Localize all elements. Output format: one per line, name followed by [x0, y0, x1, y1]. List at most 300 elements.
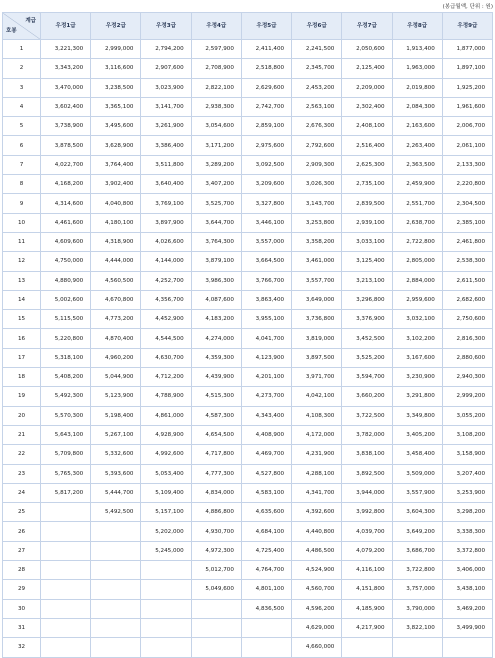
- table-row: [3, 213, 493, 232]
- salary-cell: 4,439,900: [191, 368, 241, 387]
- salary-cell: 3,499,900: [442, 618, 492, 637]
- salary-cell: 2,629,600: [241, 78, 291, 97]
- corner-rank-label: 계급: [25, 18, 36, 24]
- salary-cell: 3,495,600: [91, 117, 141, 136]
- salary-cell: 3,511,800: [141, 155, 191, 174]
- salary-cell: [41, 580, 91, 599]
- salary-cell: 4,801,100: [241, 580, 291, 599]
- salary-cell: 3,221,300: [41, 40, 91, 59]
- salary-cell: 4,788,900: [141, 387, 191, 406]
- salary-cell: 2,084,300: [392, 97, 442, 116]
- salary-cell: 4,629,000: [292, 618, 342, 637]
- salary-cell: 4,341,700: [292, 483, 342, 502]
- salary-cell: 4,544,500: [141, 329, 191, 348]
- salary-cell: 4,750,000: [41, 252, 91, 271]
- salary-cell: 5,053,400: [141, 464, 191, 483]
- table-row: [3, 541, 493, 560]
- salary-cell: 2,516,400: [342, 136, 392, 155]
- salary-cell: 4,587,300: [191, 406, 241, 425]
- step-cell: 17: [3, 348, 41, 367]
- step-cell: 3: [3, 78, 41, 97]
- salary-cell: 2,708,900: [191, 59, 241, 78]
- salary-cell: 3,158,900: [442, 445, 492, 464]
- salary-cell: 3,092,500: [241, 155, 291, 174]
- salary-cell: 4,356,700: [141, 290, 191, 309]
- salary-cell: 3,897,900: [141, 213, 191, 232]
- salary-cell: [91, 561, 141, 580]
- salary-cell: 4,880,900: [41, 271, 91, 290]
- salary-cell: 5,393,600: [91, 464, 141, 483]
- table-row: [3, 445, 493, 464]
- salary-cell: 3,863,400: [241, 290, 291, 309]
- salary-cell: [191, 618, 241, 637]
- table-row: [3, 78, 493, 97]
- salary-cell: 4,583,100: [241, 483, 291, 502]
- table-row: [3, 290, 493, 309]
- salary-cell: 2,792,600: [292, 136, 342, 155]
- salary-cell: 3,230,900: [392, 368, 442, 387]
- salary-cell: 3,376,900: [342, 310, 392, 329]
- salary-cell: 3,986,300: [191, 271, 241, 290]
- salary-cell: 4,408,900: [241, 425, 291, 444]
- salary-cell: 3,628,900: [91, 136, 141, 155]
- salary-cell: 2,816,300: [442, 329, 492, 348]
- salary-cell: 5,570,300: [41, 406, 91, 425]
- salary-cell: [41, 618, 91, 637]
- table-row: [3, 425, 493, 444]
- salary-cell: 5,044,900: [91, 368, 141, 387]
- salary-cell: 3,438,100: [442, 580, 492, 599]
- step-cell: 24: [3, 483, 41, 502]
- salary-cell: 4,461,600: [41, 213, 91, 232]
- salary-cell: 2,125,400: [342, 59, 392, 78]
- salary-cell: 3,722,500: [342, 406, 392, 425]
- table-row: [3, 232, 493, 251]
- salary-cell: 4,861,000: [141, 406, 191, 425]
- salary-cell: [191, 599, 241, 618]
- salary-cell: 2,859,100: [241, 117, 291, 136]
- salary-cell: 4,273,700: [241, 387, 291, 406]
- salary-cell: 1,897,100: [442, 59, 492, 78]
- salary-cell: 2,742,700: [241, 97, 291, 116]
- table-row: [3, 175, 493, 194]
- unit-caption: (봉급월액, 단위 : 원): [442, 4, 493, 10]
- salary-cell: 3,167,600: [392, 348, 442, 367]
- salary-cell: 3,557,700: [292, 271, 342, 290]
- salary-cell: 4,392,600: [292, 503, 342, 522]
- salary-cell: 3,461,000: [292, 252, 342, 271]
- salary-cell: [141, 580, 191, 599]
- salary-cell: 2,676,300: [292, 117, 342, 136]
- salary-cell: 2,019,800: [392, 78, 442, 97]
- salary-cell: 4,314,600: [41, 194, 91, 213]
- salary-table: [2, 12, 493, 658]
- salary-cell: 5,332,600: [91, 445, 141, 464]
- salary-cell: 4,183,200: [191, 310, 241, 329]
- salary-cell: 3,604,300: [392, 503, 442, 522]
- salary-cell: [41, 561, 91, 580]
- salary-cell: 4,725,400: [241, 541, 291, 560]
- salary-cell: 3,343,200: [41, 59, 91, 78]
- salary-cell: 3,032,100: [392, 310, 442, 329]
- salary-cell: 3,171,200: [191, 136, 241, 155]
- salary-cell: 3,102,200: [392, 329, 442, 348]
- table-row: [3, 618, 493, 637]
- salary-cell: 2,638,700: [392, 213, 442, 232]
- column-header: 우정5급: [241, 13, 291, 40]
- salary-cell: 3,452,500: [342, 329, 392, 348]
- salary-cell: [141, 599, 191, 618]
- table-row: [3, 271, 493, 290]
- salary-cell: 3,209,600: [241, 175, 291, 194]
- salary-cell: [91, 541, 141, 560]
- salary-cell: 4,440,800: [292, 522, 342, 541]
- salary-cell: 3,458,400: [392, 445, 442, 464]
- salary-cell: 2,459,900: [392, 175, 442, 194]
- table-row: [3, 599, 493, 618]
- salary-cell: 5,012,700: [191, 561, 241, 580]
- salary-cell: 4,609,600: [41, 232, 91, 251]
- salary-cell: 3,207,400: [442, 464, 492, 483]
- salary-cell: 4,217,900: [342, 618, 392, 637]
- salary-cell: [41, 541, 91, 560]
- step-cell: 28: [3, 561, 41, 580]
- salary-cell: [41, 503, 91, 522]
- step-cell: 9: [3, 194, 41, 213]
- salary-cell: 5,002,600: [41, 290, 91, 309]
- salary-cell: 3,766,700: [241, 271, 291, 290]
- step-cell: 32: [3, 638, 41, 657]
- salary-cell: 3,782,000: [342, 425, 392, 444]
- salary-cell: 4,231,900: [292, 445, 342, 464]
- salary-cell: 4,151,800: [342, 580, 392, 599]
- table-row: [3, 329, 493, 348]
- salary-cell: 5,245,000: [141, 541, 191, 560]
- table-row: [3, 194, 493, 213]
- salary-cell: 5,492,300: [41, 387, 91, 406]
- salary-cell: 4,654,500: [191, 425, 241, 444]
- salary-cell: 2,839,500: [342, 194, 392, 213]
- salary-cell: 3,349,800: [392, 406, 442, 425]
- salary-cell: 2,611,500: [442, 271, 492, 290]
- salary-cell: 2,735,100: [342, 175, 392, 194]
- salary-cell: 3,644,700: [191, 213, 241, 232]
- salary-cell: 3,509,000: [392, 464, 442, 483]
- salary-cell: 3,291,800: [392, 387, 442, 406]
- salary-cell: 4,144,000: [141, 252, 191, 271]
- salary-cell: 2,241,500: [292, 40, 342, 59]
- salary-cell: 4,717,800: [191, 445, 241, 464]
- salary-cell: 2,551,700: [392, 194, 442, 213]
- salary-cell: 5,267,100: [91, 425, 141, 444]
- salary-cell: 4,930,700: [191, 522, 241, 541]
- salary-cell: 2,538,300: [442, 252, 492, 271]
- salary-cell: 4,834,000: [191, 483, 241, 502]
- salary-cell: 4,660,000: [292, 638, 342, 657]
- table-body: [3, 40, 493, 658]
- salary-cell: [141, 618, 191, 637]
- salary-cell: 1,913,400: [392, 40, 442, 59]
- salary-cell: 4,524,900: [292, 561, 342, 580]
- salary-cell: 3,525,700: [191, 194, 241, 213]
- salary-cell: 4,079,200: [342, 541, 392, 560]
- salary-cell: 4,486,500: [292, 541, 342, 560]
- column-header: 우정3급: [141, 13, 191, 40]
- salary-cell: [241, 638, 291, 657]
- salary-cell: 3,557,900: [392, 483, 442, 502]
- salary-cell: 3,722,800: [392, 561, 442, 580]
- salary-cell: 3,386,400: [141, 136, 191, 155]
- table-row: [3, 522, 493, 541]
- salary-cell: 3,026,300: [292, 175, 342, 194]
- step-cell: 8: [3, 175, 41, 194]
- salary-cell: 3,033,100: [342, 232, 392, 251]
- step-cell: 5: [3, 117, 41, 136]
- salary-cell: [241, 618, 291, 637]
- salary-cell: 3,338,300: [442, 522, 492, 541]
- salary-cell: 4,168,200: [41, 175, 91, 194]
- salary-cell: 4,108,300: [292, 406, 342, 425]
- salary-cell: 4,026,600: [141, 232, 191, 251]
- column-header: 우정1급: [41, 13, 91, 40]
- salary-cell: 4,560,500: [91, 271, 141, 290]
- salary-cell: 3,405,200: [392, 425, 442, 444]
- salary-cell: 4,836,500: [241, 599, 291, 618]
- salary-cell: 2,461,800: [442, 232, 492, 251]
- column-header: 우정2급: [91, 13, 141, 40]
- salary-cell: 3,902,400: [91, 175, 141, 194]
- salary-cell: 4,201,100: [241, 368, 291, 387]
- table-row: [3, 406, 493, 425]
- step-cell: 6: [3, 136, 41, 155]
- table-row: [3, 136, 493, 155]
- step-cell: 27: [3, 541, 41, 560]
- salary-cell: 2,938,300: [191, 97, 241, 116]
- salary-cell: 4,087,600: [191, 290, 241, 309]
- salary-cell: 4,635,600: [241, 503, 291, 522]
- step-cell: 22: [3, 445, 41, 464]
- salary-cell: 3,838,100: [342, 445, 392, 464]
- salary-cell: 4,527,800: [241, 464, 291, 483]
- table-row: [3, 503, 493, 522]
- salary-cell: 4,359,300: [191, 348, 241, 367]
- salary-cell: 4,123,900: [241, 348, 291, 367]
- salary-cell: 3,365,100: [91, 97, 141, 116]
- salary-cell: [191, 638, 241, 657]
- salary-cell: 3,664,500: [241, 252, 291, 271]
- salary-cell: 4,185,900: [342, 599, 392, 618]
- salary-cell: 4,469,700: [241, 445, 291, 464]
- salary-cell: 4,042,100: [292, 387, 342, 406]
- table-row: [3, 97, 493, 116]
- salary-cell: 2,363,500: [392, 155, 442, 174]
- salary-cell: 3,897,500: [292, 348, 342, 367]
- step-cell: 31: [3, 618, 41, 637]
- salary-cell: 3,649,200: [392, 522, 442, 541]
- column-header: 우정9급: [442, 13, 492, 40]
- salary-cell: [392, 638, 442, 657]
- salary-cell: 3,253,800: [292, 213, 342, 232]
- salary-cell: 4,928,900: [141, 425, 191, 444]
- table-row: [3, 464, 493, 483]
- salary-cell: 5,817,200: [41, 483, 91, 502]
- salary-cell: 3,738,900: [41, 117, 91, 136]
- salary-cell: 3,125,400: [342, 252, 392, 271]
- salary-cell: 3,116,600: [91, 59, 141, 78]
- salary-cell: 3,054,600: [191, 117, 241, 136]
- salary-cell: 3,790,000: [392, 599, 442, 618]
- salary-cell: 3,298,200: [442, 503, 492, 522]
- salary-cell: 3,769,100: [141, 194, 191, 213]
- salary-cell: 2,408,100: [342, 117, 392, 136]
- salary-cell: 3,757,000: [392, 580, 442, 599]
- salary-cell: 3,372,800: [442, 541, 492, 560]
- salary-cell: 3,296,800: [342, 290, 392, 309]
- salary-cell: 3,822,100: [392, 618, 442, 637]
- salary-cell: 4,992,600: [141, 445, 191, 464]
- salary-cell: [342, 638, 392, 657]
- salary-cell: 3,238,500: [91, 78, 141, 97]
- salary-cell: 4,777,300: [191, 464, 241, 483]
- salary-cell: 3,944,000: [342, 483, 392, 502]
- salary-cell: 4,773,200: [91, 310, 141, 329]
- salary-cell: 2,884,000: [392, 271, 442, 290]
- salary-cell: 4,039,700: [342, 522, 392, 541]
- salary-cell: 5,765,300: [41, 464, 91, 483]
- salary-cell: 4,870,400: [91, 329, 141, 348]
- salary-cell: 3,649,000: [292, 290, 342, 309]
- salary-cell: 2,794,200: [141, 40, 191, 59]
- salary-cell: 3,055,200: [442, 406, 492, 425]
- salary-cell: 3,470,000: [41, 78, 91, 97]
- salary-cell: 4,886,800: [191, 503, 241, 522]
- salary-cell: 3,660,200: [342, 387, 392, 406]
- salary-cell: 4,596,200: [292, 599, 342, 618]
- salary-cell: 2,133,300: [442, 155, 492, 174]
- salary-cell: [91, 618, 141, 637]
- salary-cell: 5,492,500: [91, 503, 141, 522]
- salary-cell: 3,406,000: [442, 561, 492, 580]
- step-cell: 13: [3, 271, 41, 290]
- column-header: 우정7급: [342, 13, 392, 40]
- table-row: [3, 580, 493, 599]
- salary-cell: 2,907,600: [141, 59, 191, 78]
- salary-cell: 2,682,600: [442, 290, 492, 309]
- step-cell: 19: [3, 387, 41, 406]
- salary-cell: 2,822,100: [191, 78, 241, 97]
- salary-cell: 3,879,100: [191, 252, 241, 271]
- salary-cell: 2,805,000: [392, 252, 442, 271]
- step-cell: 16: [3, 329, 41, 348]
- header-row: [3, 13, 493, 40]
- table-row: [3, 117, 493, 136]
- salary-cell: 2,453,200: [292, 78, 342, 97]
- salary-cell: 5,109,400: [141, 483, 191, 502]
- salary-cell: 3,686,700: [392, 541, 442, 560]
- salary-cell: 1,963,000: [392, 59, 442, 78]
- salary-cell: 3,141,700: [141, 97, 191, 116]
- salary-cell: 2,163,600: [392, 117, 442, 136]
- salary-cell: 2,940,300: [442, 368, 492, 387]
- salary-cell: 2,061,100: [442, 136, 492, 155]
- salary-cell: 3,327,800: [241, 194, 291, 213]
- salary-cell: 2,563,100: [292, 97, 342, 116]
- step-cell: 1: [3, 40, 41, 59]
- column-header: 우정6급: [292, 13, 342, 40]
- salary-cell: 5,643,100: [41, 425, 91, 444]
- salary-cell: 5,444,700: [91, 483, 141, 502]
- step-cell: 30: [3, 599, 41, 618]
- salary-cell: 3,878,500: [41, 136, 91, 155]
- step-cell: 18: [3, 368, 41, 387]
- salary-cell: [41, 638, 91, 657]
- salary-cell: 5,220,800: [41, 329, 91, 348]
- salary-cell: 2,304,500: [442, 194, 492, 213]
- salary-cell: 4,040,800: [91, 194, 141, 213]
- salary-cell: [442, 638, 492, 657]
- salary-cell: 3,358,200: [292, 232, 342, 251]
- corner-step-label: 호봉: [6, 28, 17, 34]
- step-cell: 11: [3, 232, 41, 251]
- salary-cell: 2,263,400: [392, 136, 442, 155]
- salary-cell: 3,108,200: [442, 425, 492, 444]
- table-row: [3, 59, 493, 78]
- salary-cell: 4,712,200: [141, 368, 191, 387]
- step-cell: 29: [3, 580, 41, 599]
- salary-cell: 5,709,800: [41, 445, 91, 464]
- salary-cell: 3,023,900: [141, 78, 191, 97]
- salary-cell: 5,198,400: [91, 406, 141, 425]
- table-row: [3, 638, 493, 657]
- salary-cell: 4,452,900: [141, 310, 191, 329]
- salary-cell: 3,736,800: [292, 310, 342, 329]
- salary-cell: 5,115,500: [41, 310, 91, 329]
- step-cell: 12: [3, 252, 41, 271]
- step-cell: 10: [3, 213, 41, 232]
- salary-cell: 3,143,700: [292, 194, 342, 213]
- salary-cell: 3,892,500: [342, 464, 392, 483]
- salary-cell: 3,446,100: [241, 213, 291, 232]
- salary-cell: 4,022,700: [41, 155, 91, 174]
- salary-cell: 3,819,000: [292, 329, 342, 348]
- table-row: [3, 310, 493, 329]
- salary-cell: 2,006,700: [442, 117, 492, 136]
- salary-cell: 4,630,700: [141, 348, 191, 367]
- salary-cell: 2,385,100: [442, 213, 492, 232]
- salary-cell: 4,252,700: [141, 271, 191, 290]
- table-row: [3, 483, 493, 502]
- salary-cell: 4,318,900: [91, 232, 141, 251]
- salary-cell: 4,041,700: [241, 329, 291, 348]
- salary-cell: 4,274,000: [191, 329, 241, 348]
- salary-cell: 3,213,100: [342, 271, 392, 290]
- salary-cell: 4,972,300: [191, 541, 241, 560]
- salary-cell: 5,157,100: [141, 503, 191, 522]
- step-cell: 25: [3, 503, 41, 522]
- salary-cell: 4,343,400: [241, 406, 291, 425]
- table-row: [3, 348, 493, 367]
- salary-cell: 1,925,200: [442, 78, 492, 97]
- salary-cell: [91, 638, 141, 657]
- table-row: [3, 40, 493, 59]
- salary-cell: 4,684,100: [241, 522, 291, 541]
- salary-cell: [141, 561, 191, 580]
- table-row: [3, 387, 493, 406]
- step-cell: 2: [3, 59, 41, 78]
- salary-cell: 2,999,000: [91, 40, 141, 59]
- salary-cell: 4,764,700: [241, 561, 291, 580]
- salary-cell: 2,625,300: [342, 155, 392, 174]
